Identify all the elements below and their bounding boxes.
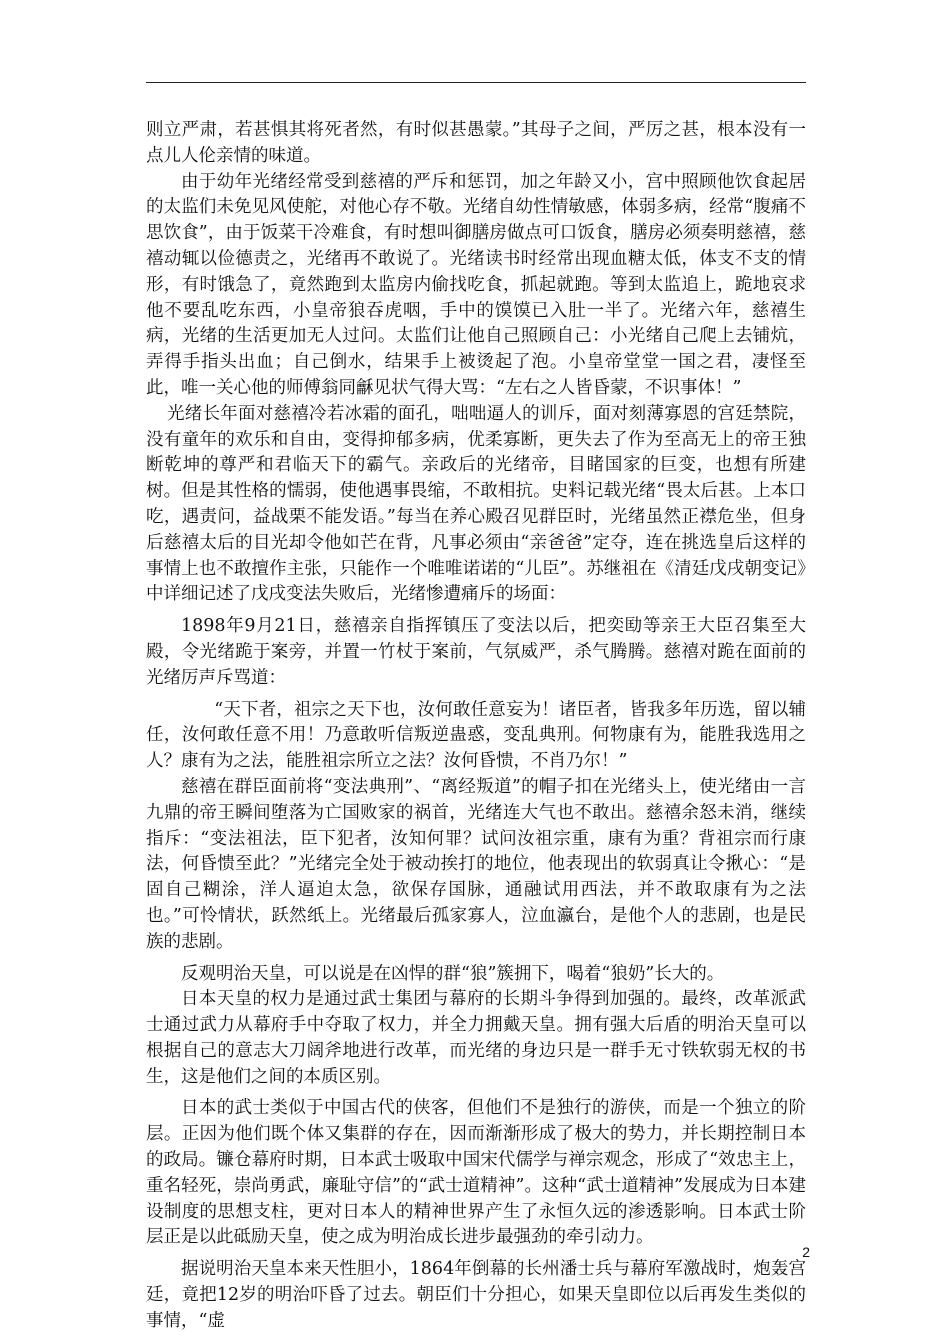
quotation-paragraph: “天下者，祖宗之天下也，汝何敢任意妄为！诸臣者，皆我多年历选，留以辅任，汝何敢任意不用！乃意敢听信叛逆蛊惑，变乱典刑。何物康有为，能胜我选用之人？康有为之法，能胜祖宗所立之法？汝何昏愦，不肖乃尔！”: [146, 699, 806, 772]
paragraph: 日本天皇的权力是通过武士集团与幕府的长期斗争得到加强的。最终，改革派武士通过武力从幕府手中夺取了权力，并全力拥戴天皇。拥有强大后盾的明治天皇可以根据自己的意志大刀阔斧地进行改革，而光绪的身边只是一群手无寸铁软弱无权的书生，这是他们之间的本质区别。: [146, 989, 806, 1087]
paragraph: 则立严肃，若甚惧其将死者然，有时似甚愚蒙。”其母子之间，严厉之甚，根本没有一点儿人伦亲情的味道。: [146, 120, 806, 166]
paragraph: 日本的武士类似于中国古代的侠客，但他们不是独行的游侠，而是一个独立的阶层。正因为他们既个体又集群的存在，因而渐渐形成了极大的势力，并长期控制日本的政局。镰仓幕府时期，日本武士吸取中国宋代儒学与禅宗观念，形成了“效忠主上，重名轻死，崇尚勇武，廉耻守信”的“武士道精神”。这种“武士道精神”发展成为日本建设制度的思想支柱，更对日本人的精神世界产生了永恒久远的渗透影响。日本武士阶层正是以此砥励天皇，使之成为明治成长进步最强劲的牵引动力。: [146, 1098, 806, 1248]
paragraph: 1898年9月21日，慈禧亲自指挥镇压了变法以后，把奕劻等亲王大臣召集至大殿，令光绪跪于案旁，并置一竹杖于案前，气氛威严，杀气腾腾。慈禧对跪在面前的光绪厉声斥骂道：: [146, 616, 806, 688]
paragraph: 反观明治天皇，可以说是在凶悍的群“狼”簇拥下，喝着“狼奶”长大的。: [181, 963, 725, 984]
paragraph: 慈禧在群臣面前将“变法典刑”、“离经叛道”的帽子扣在光绪头上，使光绪由一言九鼎的帝王瞬间堕落为亡国败家的祸首，光绪连大气也不敢出。慈禧余怒未消，继续指斥：“变法祖法，臣下犯者，汝知何罪？试问汝祖宗重，康有为重？背祖宗而行康法，何昏愦至此？”光绪完全处于被动挨打的地位，他表现出的软弱真让令揪心：“是固自己糊涂，洋人逼迫太急，欲保存国脉，通融试用西法，并不敢取康有为之法也。”可怜情状，跃然纸上。光绪最后孤家寡人，泣血瀛台，是他个人的悲剧，也是民族的悲剧。: [146, 776, 806, 952]
paragraph: 光绪长年面对慈禧冷若冰霜的面孔，咄咄逼人的训斥，面对刻薄寡恩的宫廷禁院，没有童年的欢乐和自由，变得抑郁多病，优柔寡断，更失去了作为至高无上的帝王独断乾坤的尊严和君临天下的霸气。亲政后的光绪帝，目睹国家的巨变，也想有所建树。但是其性格的懦弱，使他遇事畏缩，不敢相抗。史料记载光绪“畏太后甚。上本口吃，遇责问，益战栗不能发语。”每当在养心殿召见群臣时，光绪虽然正襟危坐，但身后慈禧太后的目光却令他如芒在背，凡事必须由“亲爸爸”定夺，连在挑选皇后这样的事情上也不敢擅作主张，只能作一个唯唯诺诺的“儿臣”。苏继祖在《清廷戊戌朝变记》中详细记述了戊戌变法失败后，光绪惨遭痛斥的场面：: [146, 403, 806, 605]
header-rule: [146, 82, 806, 83]
paragraph: 据说明治天皇本来天性胆小，1864年倒幕的长州潘士兵与幕府军激战时，炮轰宫廷，竟把12岁的明治吓昏了过去。朝臣们十分担心，如果天皇即位以后再发生类似的事情，“虚: [146, 1259, 806, 1331]
document-body: [146, 118, 806, 1335]
page-number: 2: [802, 1244, 810, 1260]
paragraph: 由于幼年光绪经常受到慈禧的严斥和惩罚，加之年龄又小，宫中照顾他饮食起居的太监们未免见风使舵，对他心存不敬。光绪自幼性情敏感，体弱多病，经常“腹痛不思饮食”，由于饭菜干冷难食，有时想叫御膳房做点可口饭食，膳房必须奏明慈禧，慈禧动辄以俭德责之，光绪再不敢说了。光绪读书时经常出现血糖太低，体支不支的情形，有时饿急了，竟然跑到太监房内偷找吃食，抓起就跑。等到太监追上，跪地哀求他不要乱吃东西，小皇帝狼吞虎咽，手中的馍馍已入肚一半了。光绪六年，慈禧生病，光绪的生活更加无人过问。太监们让他自己照顾自己：小光绪自己爬上去铺炕，弄得手指头出血；自己倒水，结果手上被烫起了泡。小皇帝堂堂一国之君，凄怪至此，唯一关心他的师傅翁同龢见状气得大骂：“左右之人皆昏蒙，不识事体！”: [146, 171, 806, 398]
